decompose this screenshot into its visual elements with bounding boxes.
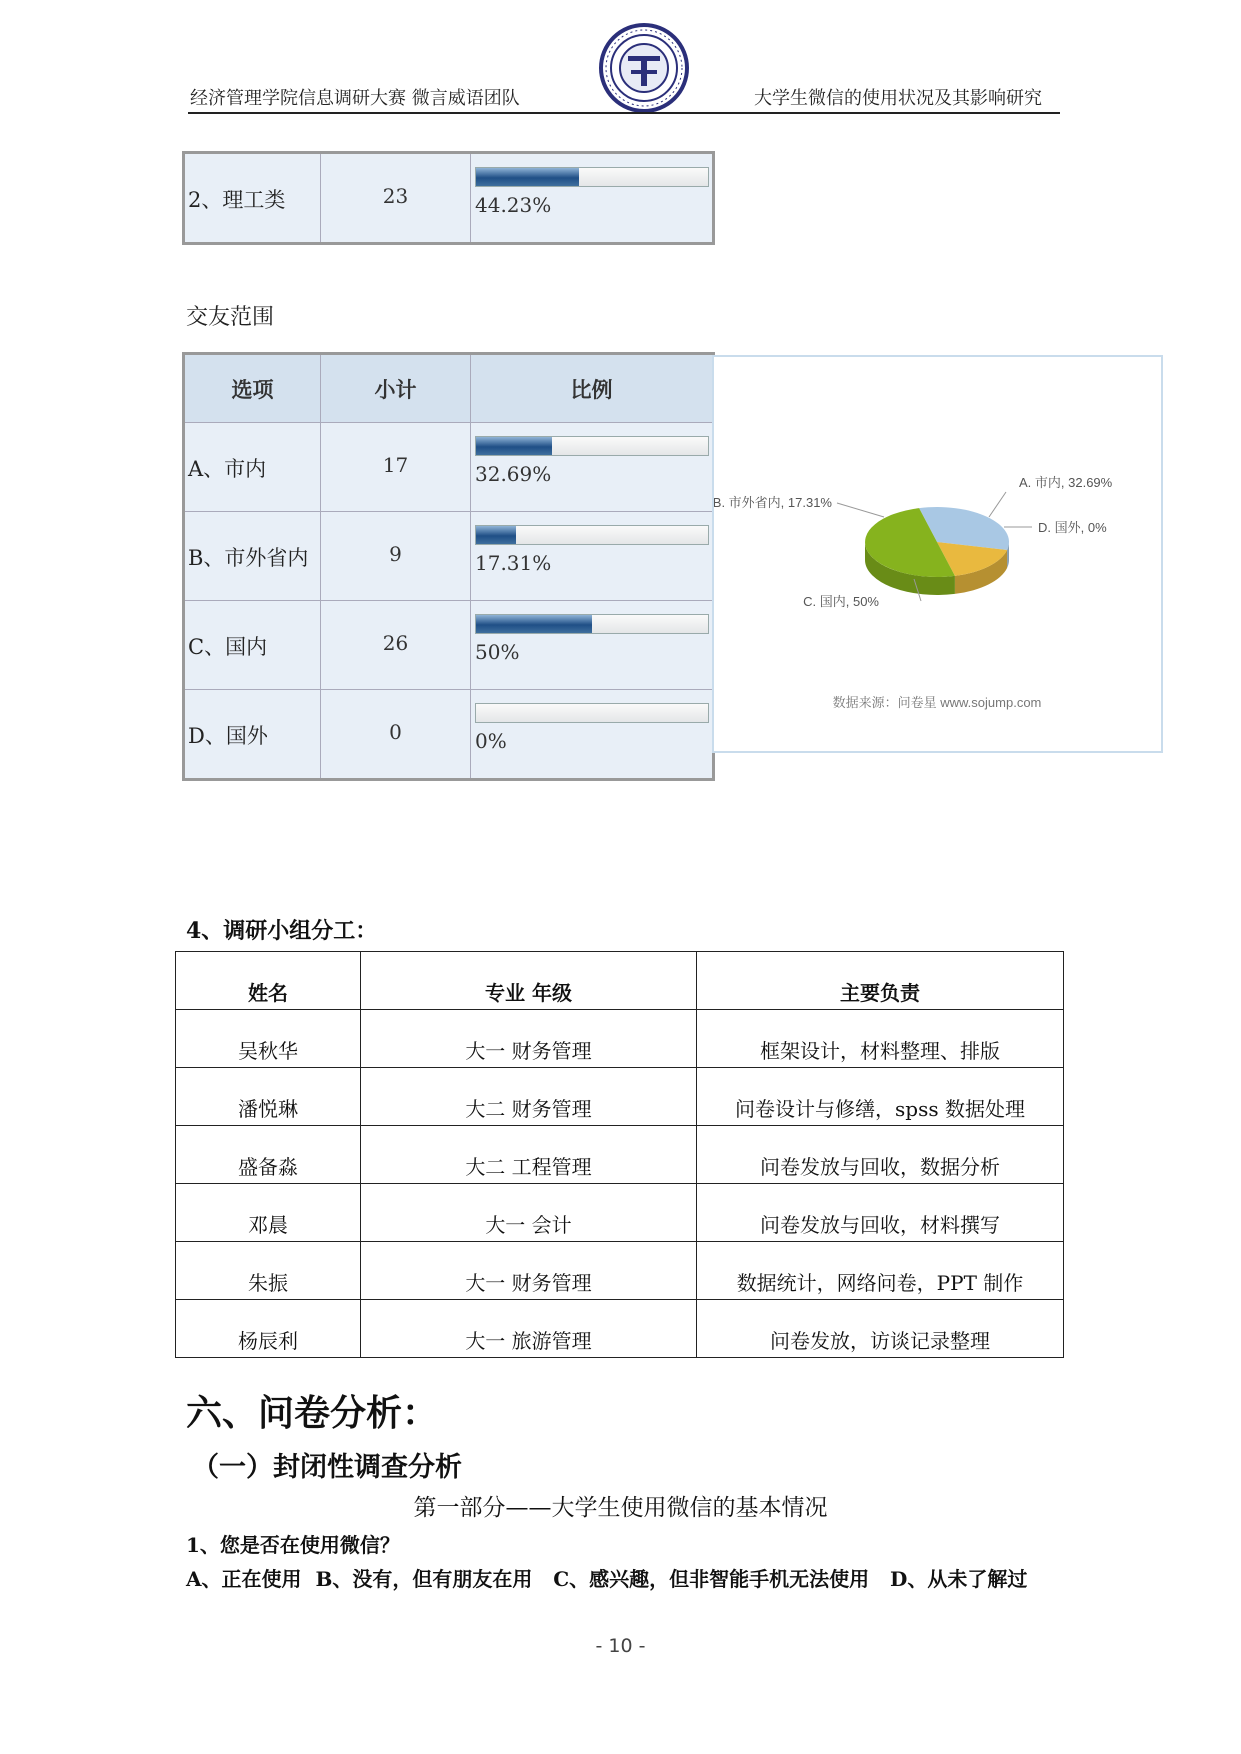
member-name: 盛备淼 [176, 1126, 361, 1184]
option-label: A、市内 [188, 457, 267, 481]
friend-scope-title: 交友范围 [186, 305, 275, 330]
progress-bar-fill [476, 168, 579, 186]
member-major: 大一 财务管理 [361, 1242, 697, 1300]
column-header: 姓名 [176, 952, 361, 1010]
progress-bar [475, 525, 709, 545]
column-header-ratio: 比例 [471, 354, 714, 423]
option-count: 26 [382, 631, 409, 655]
member-name: 邓晨 [176, 1184, 361, 1242]
chart-source: 数据来源：问卷星 www.sojump.com [832, 695, 1042, 710]
header-left-text: 经济管理学院信息调研大赛 微言威语团队 [190, 88, 520, 109]
header-rule [188, 112, 1060, 114]
prev-survey-table [182, 151, 715, 245]
page-number: - 10 - [595, 1635, 646, 1657]
option-count: 23 [382, 184, 409, 208]
table-row [184, 423, 714, 512]
question-text: 1、您是否在使用微信？ [186, 1533, 400, 1557]
column-header-count: 小计 [321, 354, 471, 423]
pie-slice-label: D. 国外, 0% [1038, 520, 1107, 535]
member-duty: 问卷设计与修缮，spss 数据处理 [697, 1068, 1064, 1126]
column-header-option: 选项 [184, 354, 321, 423]
progress-bar-fill [476, 526, 516, 544]
question-options: A、正在使用 B、没有，但有朋友在用 C、感兴趣，但非智能手机无法使用 D、从未了解过 [186, 1567, 1028, 1591]
member-major: 大二 工程管理 [361, 1126, 697, 1184]
member-major: 大一 会计 [361, 1184, 697, 1242]
table-row [176, 1126, 1064, 1184]
pie-slice-label: C. 国内, 50% [803, 594, 879, 609]
table-header-row [184, 354, 714, 423]
column-header: 主要负责 [697, 952, 1064, 1010]
option-label: 2、理工类 [188, 188, 286, 212]
part-heading: 第一部分——大学生使用微信的基本情况 [413, 1495, 828, 1521]
option-label: C、国内 [188, 635, 268, 659]
header-right-text: 大学生微信的使用状况及其影响研究 [754, 88, 1042, 109]
member-duty: 框架设计，材料整理、排版 [697, 1010, 1064, 1068]
friend-scope-table [182, 352, 715, 781]
table-row [176, 1300, 1064, 1358]
member-duty: 问卷发放与回收，数据分析 [697, 1126, 1064, 1184]
progress-bar [475, 436, 709, 456]
option-percent: 50% [475, 640, 520, 664]
member-duty: 数据统计，网络问卷，PPT 制作 [697, 1242, 1064, 1300]
pie-slice-label: A. 市内, 32.69% [1019, 475, 1113, 490]
option-count: 17 [382, 453, 409, 477]
option-percent: 32.69% [475, 462, 552, 486]
table-row [176, 1010, 1064, 1068]
division-title: 4、调研小组分工： [186, 918, 378, 944]
table-row [184, 601, 714, 690]
pie-slice-label: B. 市外省内, 17.31% [714, 495, 832, 510]
member-duty: 问卷发放，访谈记录整理 [697, 1300, 1064, 1358]
column-header: 专业 年级 [361, 952, 697, 1010]
option-count: 9 [389, 542, 402, 566]
table-row [176, 1184, 1064, 1242]
progress-bar-fill [476, 437, 552, 455]
member-duty: 问卷发放与回收，材料撰写 [697, 1184, 1064, 1242]
option-percent: 44.23% [475, 193, 552, 217]
subsection-heading: （一）封闭性调查分析 [192, 1452, 462, 1483]
pie-chart [714, 357, 1161, 751]
member-major: 大一 旅游管理 [361, 1300, 697, 1358]
table-row [176, 1242, 1064, 1300]
member-major: 大一 财务管理 [361, 1010, 697, 1068]
pie-leader-line [989, 492, 1006, 517]
table-row [184, 512, 714, 601]
member-name: 朱振 [176, 1242, 361, 1300]
member-name: 杨辰利 [176, 1300, 361, 1358]
section-heading: 六、问卷分析： [186, 1393, 439, 1434]
member-major: 大二 财务管理 [361, 1068, 697, 1126]
table-header-row [176, 952, 1064, 1010]
pie-chart-panel [712, 355, 1163, 753]
member-name: 吴秋华 [176, 1010, 361, 1068]
table-row [176, 1068, 1064, 1126]
option-label: B、市外省内 [188, 546, 309, 570]
option-count: 0 [389, 720, 402, 744]
university-logo [598, 22, 690, 114]
member-name: 潘悦琳 [176, 1068, 361, 1126]
table-row [184, 690, 714, 780]
pie-leader-line [837, 503, 884, 517]
progress-bar [475, 703, 709, 723]
progress-bar [475, 614, 709, 634]
option-label: D、国外 [188, 724, 268, 748]
option-percent: 0% [475, 729, 507, 753]
progress-bar-fill [476, 615, 592, 633]
option-percent: 17.31% [475, 551, 552, 575]
progress-bar [475, 167, 709, 187]
table-row [184, 153, 714, 244]
division-table [175, 951, 1064, 1358]
